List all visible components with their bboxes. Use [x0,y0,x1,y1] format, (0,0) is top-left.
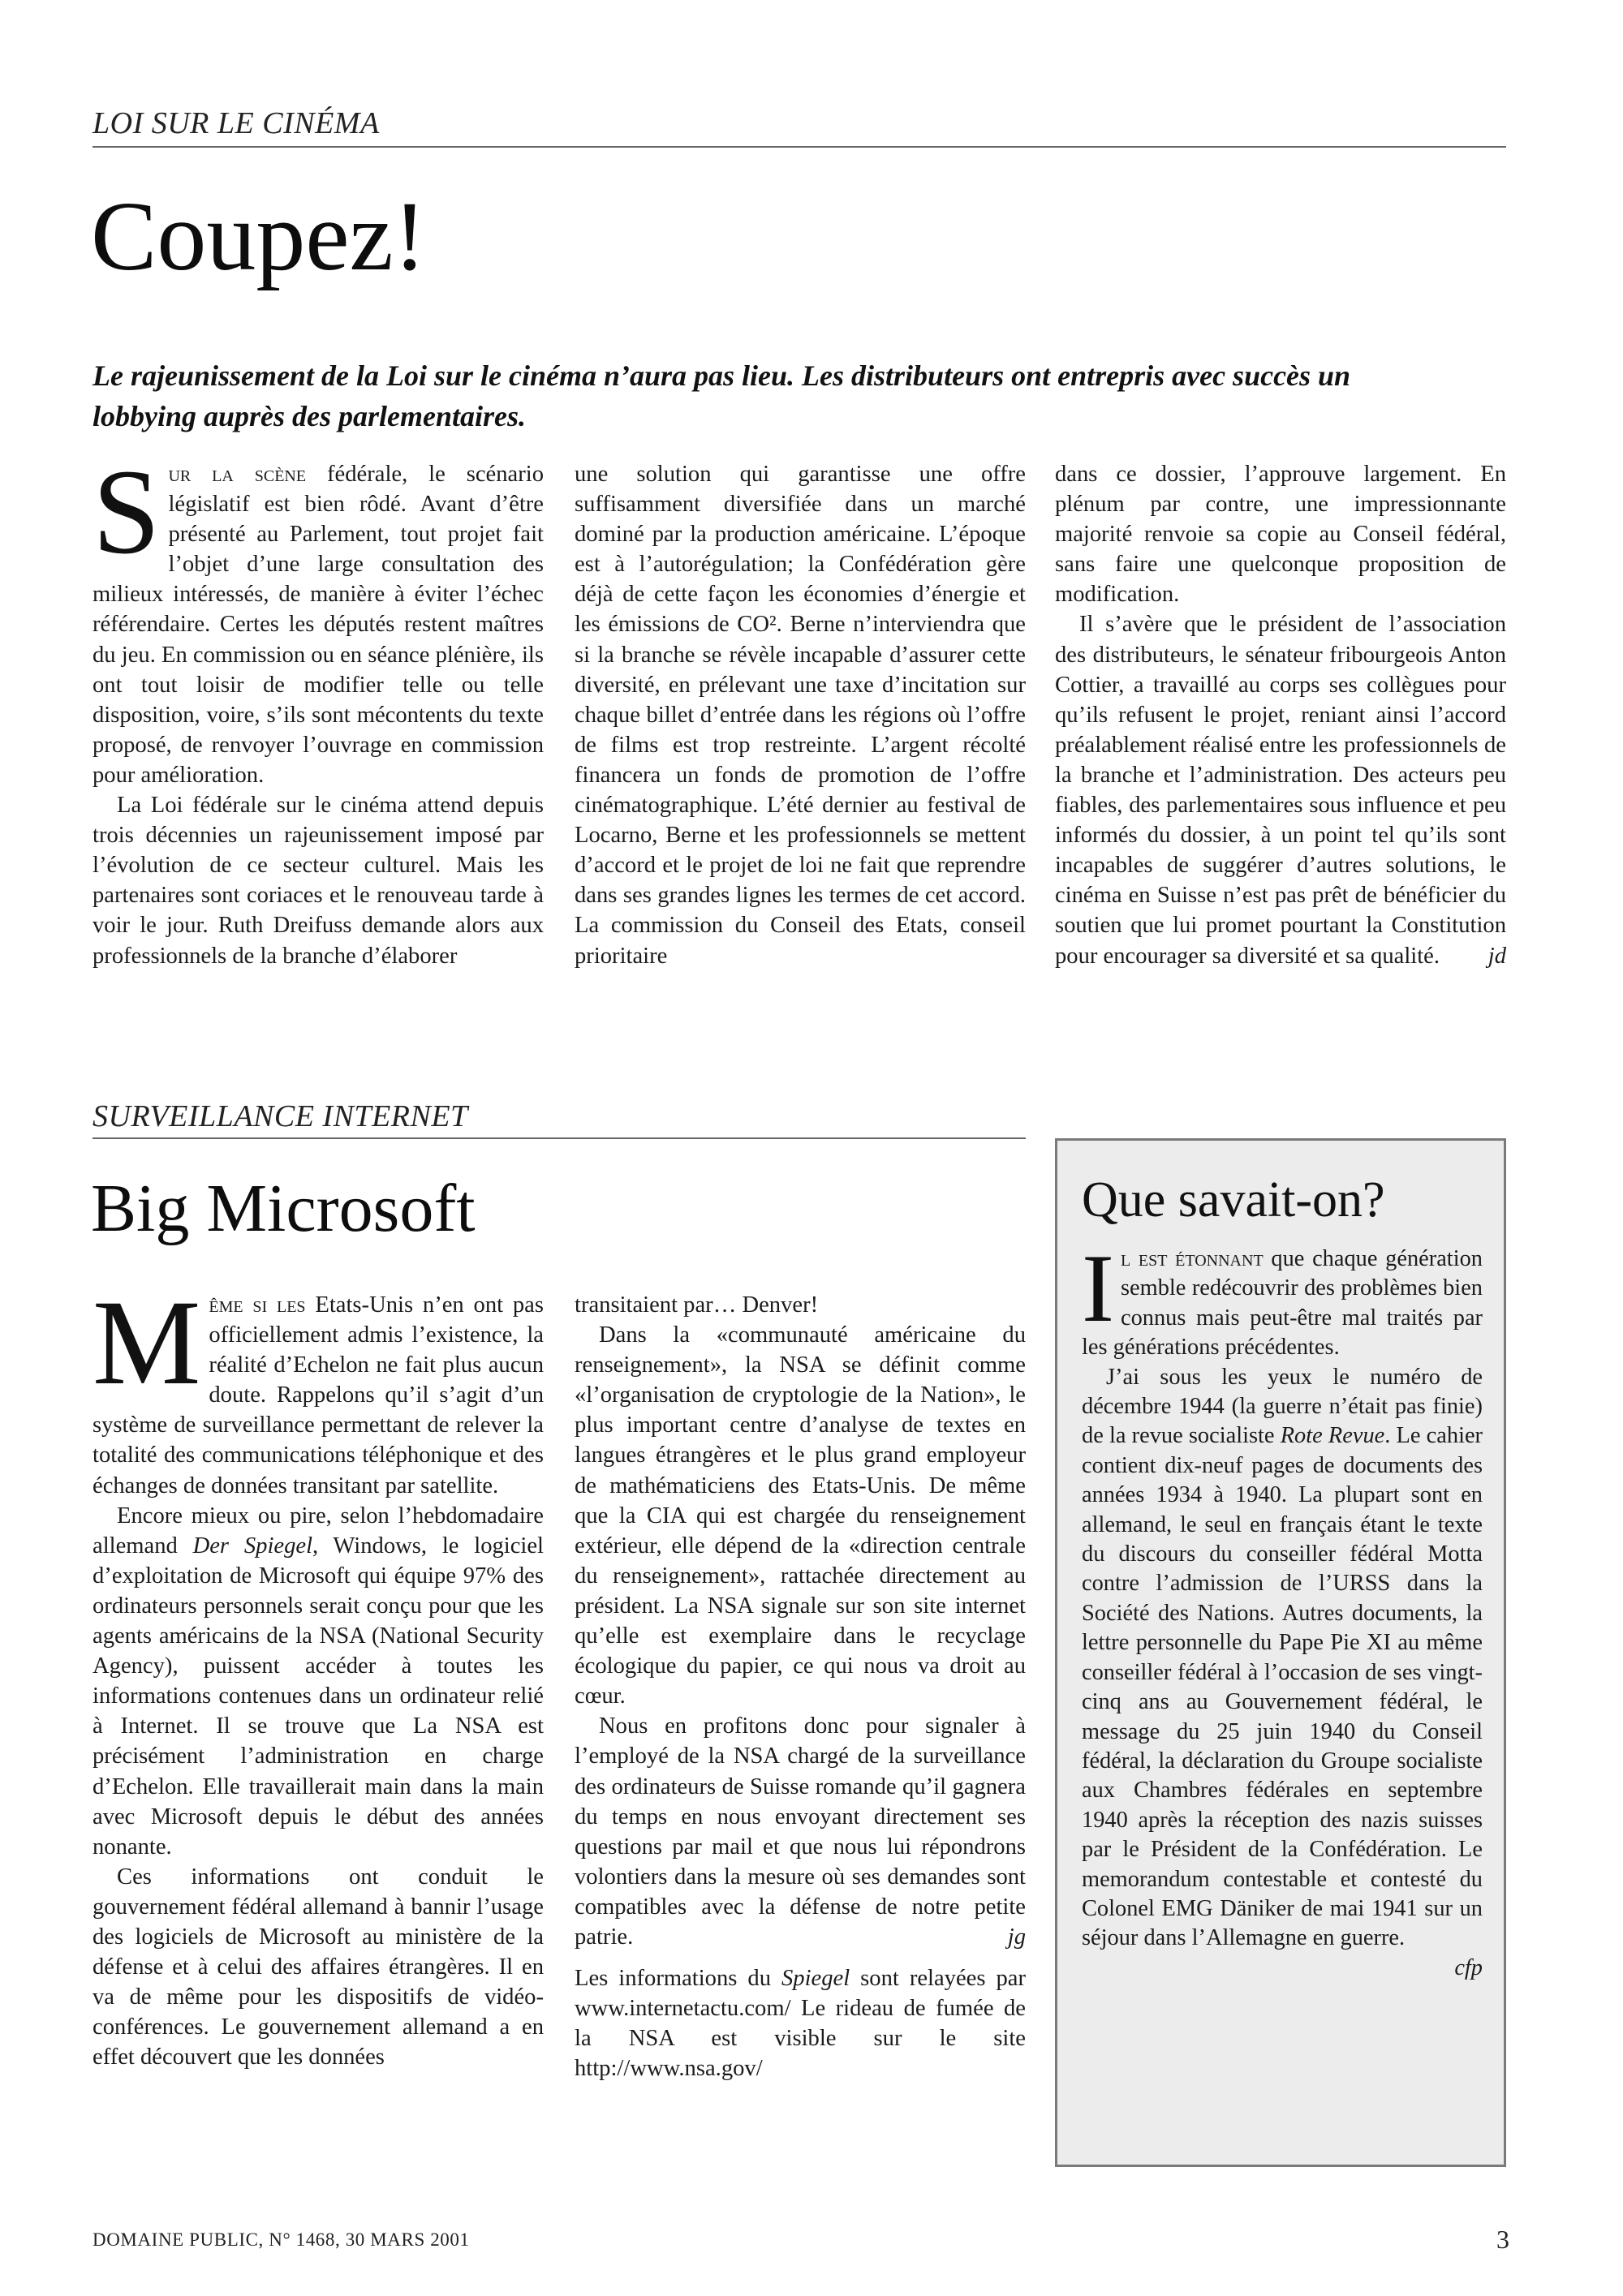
small-caps-opening: l est étonnant [1120,1246,1264,1271]
paragraph: La Loi fédérale sur le cinéma attend depuis trois décennies un rajeunissement imposé par l’évolution de ce secteur culturel. Mais les partenaires sont coriaces et le renouveau tarde à voir le jour. Ruth Dreifuss demande alors aux professionnels de la branche d’élaborer [93,793,544,969]
article1-column-3 [1055,459,1506,971]
author-signature: jg [1007,1924,1026,1950]
paragraph-text: J’ai sous les yeux le numéro de décembre 1944 (la guerre n’était pas finie) de la revue socialiste [1082,1364,1483,1449]
article-lead: Le rajeunissement de la Loi sur le cinéma n’aura pas lieu. Les distributeurs ont entrepris avec succès un lobbying auprès des parlementaires. [93,359,1351,432]
article-headline-coupez: Coupez! [91,182,427,291]
publication-name: Rote Revue [1280,1423,1385,1449]
paragraph: Ces informations ont conduit le gouvernement fédéral allemand à bannir l’usage des logiciels de Microsoft au ministère de la défense et à celui des affaires étrangères. Il en va de même pour les dispositifs de vidéo-conférences. Le gouvernement allemand a en effet découvert que les données [93,1864,544,2070]
article-headline-big-microsoft: Big Microsoft [91,1171,476,1246]
article2-column-2 [575,1290,1026,2083]
source-note [575,1963,1026,2083]
paragraph: une solution qui garantisse une offre suffisamment diversifiée dans un marché dominé par la production américaine. L’époque est à l’autorégulation; la Confédération gère déjà de cette façon les économies d’énergie et les émissions de CO². Berne n’interviendra que si la branche se révèle incapable d’assurer cette diversité, en prélevant une taxe d’incitation sur chaque billet d’entrée dans les régions où l’offre de films est trop restreinte. L’argent récolté financera un fonds de promotion de l’offre cinématographique. L’été dernier au festival de Locarno, Berne et les professionnels se mettent d’accord et le projet de loi ne fait que reprendre dans ses grandes lignes les termes de cet accord. La commission du Conseil des Etats, conseil prioritaire [575,462,1026,969]
section-rubric-cinema: LOI SUR LE CINÉMA [93,106,380,140]
article2-column-1 [93,1275,544,2072]
note-text: sont relayées par www.internetactu.com/ Le rideau de fumée de la NSA est visible sur le site http://www.nsa.gov/ [575,1966,1026,2082]
paragraph-text: . Le cahier contient dix-neuf pages de documents des années 1934 à 1940. La plupart sont en allemand, le seul en français étant le texte du discours du conseiller fédéral Motta contre l’admission de l’URSS dans la Société des Nations. Autres documents, la lettre personnelle du Pape Pie XI au même conseiller fédéral à l’occasion de ses vingt-cinq ans au Gouvernement fédéral, le message du 25 juin 1940 du Conseil fédéral, la déclaration du Groupe socialiste aux Chambres fédérales en septembre 1940 après la réception des nazis suisses par le Président de la Confédération. Le memorandum contestable et contesté du Colonel EMG Däniker de mai 1941 sur un séjour dans l’Allemagne en guerre. [1082,1423,1483,1951]
paragraph: que chaque génération semble redécouvrir des problèmes bien connus mais peut-être mal traités par les générations précédentes. [1082,1246,1483,1361]
page-number: 3 [1496,2225,1509,2254]
sidebar-box [1055,1138,1506,2167]
article1-column-2 [575,459,1026,971]
small-caps-opening: ême si les [209,1292,306,1318]
paragraph: Etats-Unis n’en ont pas officiellement admis l’existence, la réalité d’Echelon ne fait plus aucun doute. Rappelons qu’il s’agit d’un système de surveillance permettant de relever la totalité des communications téléphonique et des échanges de données transitant par satellite. [93,1292,544,1498]
drop-cap: S [93,445,161,579]
section-rubric-internet: SURVEILLANCE INTERNET [93,1099,468,1133]
article1-column-1 [93,445,544,971]
note-text: Les informations du [575,1966,781,1992]
paragraph: dans ce dossier, l’approuve largement. En plénum par contre, une impressionnante majorité renvoie sa copie au Conseil fédéral, sans faire une quelconque proposition de modification. [1055,462,1506,608]
sidebar-column [1082,1234,1483,1983]
publication-name: Spiegel [781,1966,850,1992]
page-footer-publication: DOMAINE PUBLIC, N° 1468, 30 MARS 2001 [93,2229,470,2250]
paragraph-text: Encore mieux ou pire, selon l’hebdomadaire allemand [93,1503,544,1559]
section-rule [93,1137,1026,1139]
paragraph: Il s’avère que le président de l’association des distributeurs, le sénateur fribourgeois Anton Cottier, a travaillé au corps ses collègues pour qu’ils refusent le projet, reniant ainsi l’accord préalablement réalisé entre les professionnels de la branche et l’administration. Des acteurs peu fiables, des parlementaires sous influence et peu informés du dossier, à un point tel qu’ils sont incapables de suggérer d’autres solutions, le cinéma en Suisse n’est pas prêt de bénéficier du soutien que lui promet pourtant la Constitution pour encourager sa diversité et sa qualité. [1055,612,1506,969]
section-rule [93,146,1506,148]
author-signature: jd [1487,943,1506,969]
drop-cap: I [1082,1234,1114,1342]
drop-cap: M [93,1275,201,1410]
paragraph-text: , Windows, le logiciel d’exploitation de Microsoft qui équipe 97% des ordinateurs personnels serait conçu pour que les agents américains de la NSA (National Security Agency), puissent accéder à toutes les informations contenues dans un ordinateur relié à Internet. Il se trouve que La NSA est précisément l’administration en charge d’Echelon. Elle travaillerait main dans la main avec Microsoft depuis le début des années nonante. [93,1533,544,1860]
paragraph: Dans la «communauté américaine du renseignement», la NSA se définit comme «l’organisation de cryptologie de la Nation», le plus important centre d’analyse de textes en langues étrangères et le plus grand employeur de mathématiciens des Etats-Unis. De même que la CIA qui est chargée du renseignement extérieur, elle dépend de la «direction centrale du renseignement», rattachée directement au président. La NSA signale sur son site internet qu’elle est exemplaire dans le recyclage écologique du papier, ce qui nous va droit au cœur. [575,1322,1026,1709]
small-caps-opening: ur la scène [168,462,307,487]
paragraph: Nous en profitons donc pour signaler à l’employé de la NSA chargé de la surveillance des ordinateurs de Suisse romande qu’il gagnera du temps en nous envoyant directement ses questions par mail et que nous lui répondrons volontiers dans la mesure où ses demandes sont compatibles avec la défense de notre petite patrie. [575,1713,1026,1950]
paragraph: fédérale, le scénario législatif est bien rôdé. Avant d’être présenté au Parlement, tout projet fait l’objet d’une large consultation des milieux intéressés, de manière à éviter l’échec référendaire. Certes les députés restent maîtres du jeu. En commission ou en séance plénière, ils ont tout loisir de modifier telle ou telle disposition, voire, s’ils sont mécontents du texte proposé, de renvoyer l’ouvrage en commission pour amélioration. [93,462,544,788]
sidebar-title: Que savait-on? [1082,1172,1385,1228]
paragraph: transitaient par… Denver! [575,1292,819,1318]
author-signature: cfp [1454,1954,1483,1980]
publication-name: Der Spiegel [192,1533,313,1559]
